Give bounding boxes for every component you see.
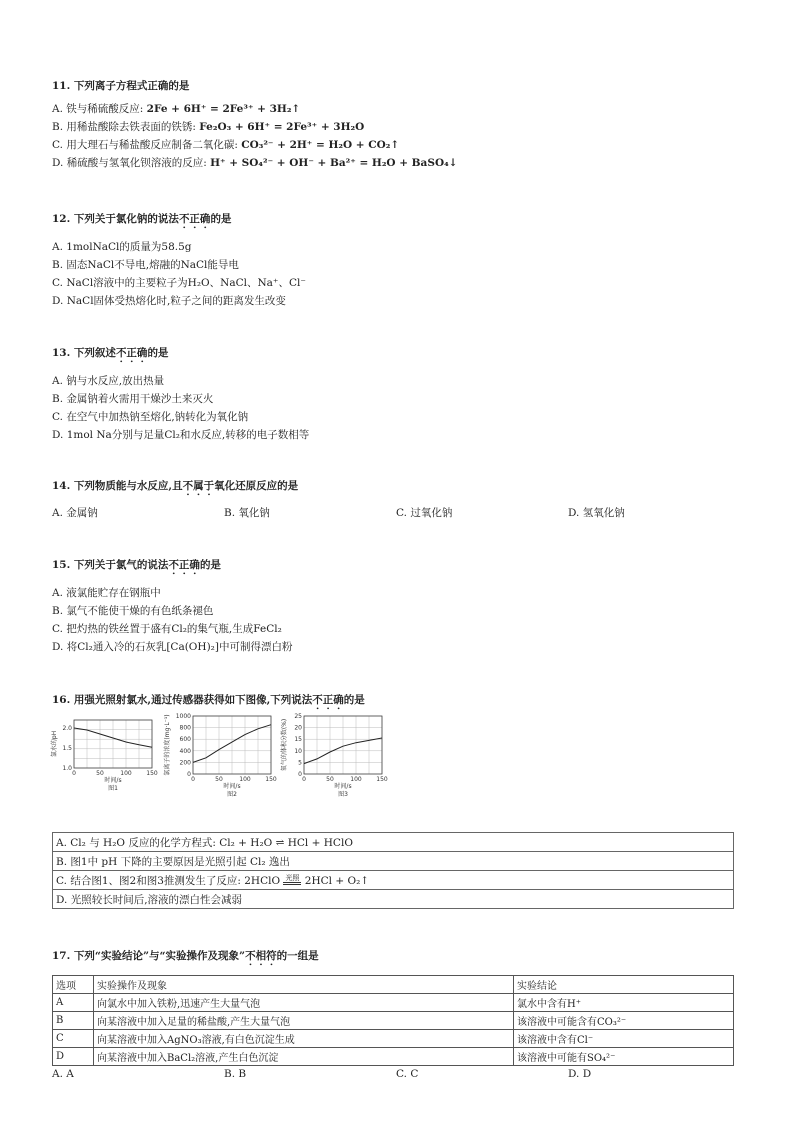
option-b[interactable]: B. 氧化钠 xyxy=(224,507,270,519)
option-text: B. 用稀盐酸除去铁表面的铁锈: xyxy=(52,121,196,133)
option-d[interactable]: D. 将Cl₂通入冷的石灰乳[Ca(OH)₂]中可制得漂白粉 xyxy=(52,641,293,653)
question-14 xyxy=(52,478,742,523)
x-axis-label: 时间/s xyxy=(223,783,241,790)
y-tick-label: 15 xyxy=(294,736,302,744)
emphasis-text: 不正确 xyxy=(178,213,211,225)
option-b[interactable]: B. 金属钠着火需用干燥沙土来灭火 xyxy=(52,393,214,405)
option-a[interactable]: A. 1molNaCl的质量为58.5g xyxy=(52,241,192,253)
option-c[interactable]: C. C xyxy=(396,1068,419,1080)
question-17 xyxy=(52,948,742,1082)
y-tick-label: 600 xyxy=(179,736,191,744)
title-text: 的是 xyxy=(210,213,232,225)
header-cell: 选项 xyxy=(53,976,94,994)
option-a[interactable]: A. 液氯能贮存在钢瓶中 xyxy=(52,587,161,599)
experiment-table xyxy=(52,975,734,1066)
equation: CO₃²⁻ + 2H⁺ = H₂O + CO₂↑ xyxy=(241,139,400,151)
question-15 xyxy=(52,557,742,656)
option-c[interactable]: C. NaCl溶液中的主要粒子为H₂O、NaCl、Na⁺、Cl⁻ xyxy=(52,277,306,289)
title-text: 13. 下列叙述 xyxy=(52,347,116,359)
y-tick-label: 1000 xyxy=(175,713,191,720)
option-b[interactable]: B. 氯气不能使干燥的有色纸条褪色 xyxy=(52,605,214,617)
title-text: 的是 xyxy=(343,694,365,706)
chart-title: 图1 xyxy=(108,785,118,792)
x-tick-label: 100 xyxy=(120,770,132,777)
option-c[interactable]: C. 把灼热的铁丝置于盛有Cl₂的集气瓶,生成FeCl₂ xyxy=(52,623,282,635)
option-text: C. 用大理石与稀盐酸反应制备二氧化碳: xyxy=(52,139,238,151)
option-d[interactable]: D. NaCl固体受热熔化时,粒子之间的距离发生改变 xyxy=(52,295,286,307)
table-cell: 该溶液中含有Cl⁻ xyxy=(514,1030,734,1048)
table-row xyxy=(53,994,734,1012)
y-tick-label: 400 xyxy=(179,747,191,755)
y-tick-label: 2.0 xyxy=(62,725,72,732)
title-text: 的一组是 xyxy=(276,950,319,962)
question-title xyxy=(52,557,742,577)
option-b[interactable]: B. 固态NaCl不导电,熔融的NaCl能导电 xyxy=(52,259,239,271)
x-tick-label: 150 xyxy=(265,776,277,783)
title-text: 12. 下列关于氯化钠的说法 xyxy=(52,213,179,225)
option-text: C. 结合图1、图2和图3推测发生了反应: 2HClO xyxy=(56,874,284,887)
y-tick-label: 25 xyxy=(294,713,302,720)
emphasis-text: 不相符 xyxy=(245,950,277,962)
y-tick-label: 0 xyxy=(298,771,302,778)
title-text: 17. 下列“实验结论”与“实验操作及现象” xyxy=(52,950,246,962)
y-axis-label: 氧气的体积分数(%) xyxy=(281,718,288,772)
table-cell: 向某溶液中加入足量的稀盐酸,产生大量气泡 xyxy=(94,1012,514,1030)
option-b[interactable]: B. 图1中 pH 下降的主要原因是光照引起 Cl₂ 逸出 xyxy=(53,852,734,871)
x-axis-label: 时间/s xyxy=(334,783,352,790)
y-axis-label: 氯离子的浓度(mg·L⁻¹) xyxy=(164,714,171,776)
x-tick-label: 50 xyxy=(96,770,104,777)
table-row xyxy=(53,1048,734,1066)
table-row xyxy=(53,1012,734,1030)
chart-title: 图3 xyxy=(338,791,348,798)
question-16-options xyxy=(52,832,742,909)
options-table xyxy=(52,832,734,909)
equation: 2Fe + 6H⁺ = 2Fe³⁺ + 3H₂↑ xyxy=(146,103,301,115)
option-text: 2HCl + O₂↑ xyxy=(301,874,370,887)
x-tick-label: 50 xyxy=(326,776,334,783)
y-axis-label: 氯水的pH xyxy=(51,730,58,758)
question-title xyxy=(52,692,742,712)
option-text: D. 稀硫酸与氢氧化钡溶液的反应: xyxy=(52,157,207,169)
y-tick-label: 1.5 xyxy=(62,745,72,752)
y-tick-label: 200 xyxy=(179,759,191,767)
x-axis-label: 时间/s xyxy=(104,777,122,784)
x-tick-label: 0 xyxy=(302,776,306,783)
title-text: 15. 下列关于氯气的说法 xyxy=(52,559,169,571)
x-tick-label: 150 xyxy=(146,770,158,777)
emphasis-text: 不正确 xyxy=(115,347,148,359)
question-title xyxy=(52,211,742,231)
table-cell: 向氯水中加入铁粉,迅速产生大量气泡 xyxy=(94,994,514,1012)
table-cell: D xyxy=(53,1048,94,1066)
table-cell: 该溶液中可能含有CO₃²⁻ xyxy=(514,1012,734,1030)
option-b[interactable] xyxy=(52,118,742,136)
option-a[interactable]: A. A xyxy=(52,1068,74,1080)
title-text: 的是 xyxy=(147,347,169,359)
header-cell: 实验操作及现象 xyxy=(94,976,514,994)
question-11 xyxy=(52,78,742,172)
title-text: 氧化还原反应的是 xyxy=(214,480,299,492)
emphasis-text: 不属于 xyxy=(182,480,215,492)
question-13 xyxy=(52,345,742,444)
option-c[interactable]: C. 过氧化钠 xyxy=(396,507,453,519)
x-tick-label: 0 xyxy=(72,770,76,777)
table-cell: A xyxy=(53,994,94,1012)
question-title xyxy=(52,948,742,968)
chart-chloride xyxy=(165,710,280,802)
equation: Fe₂O₃ + 6H⁺ = 2Fe³⁺ + 3H₂O xyxy=(199,121,365,133)
option-d[interactable]: D. D xyxy=(568,1068,592,1080)
title-text: 16. 用强光照射氯水,通过传感器获得如下图像,下列说法 xyxy=(52,694,313,706)
question-12 xyxy=(52,211,742,310)
option-b[interactable]: B. B xyxy=(224,1068,247,1080)
chart-ph xyxy=(52,712,162,802)
x-tick-label: 0 xyxy=(191,776,195,783)
header-cell: 实验结论 xyxy=(514,976,734,994)
option-d[interactable]: D. 光照较长时间后,溶液的漂白性会减弱 xyxy=(53,890,734,909)
option-c[interactable]: C. 在空气中加热钠至熔化,钠转化为氧化钠 xyxy=(52,411,249,423)
table-cell: C xyxy=(53,1030,94,1048)
equation: H⁺ + SO₄²⁻ + OH⁻ + Ba²⁺ = H₂O + BaSO₄↓ xyxy=(210,157,458,169)
title-text: 的是 xyxy=(199,559,221,571)
option-d[interactable]: D. 1mol Na分别与足量Cl₂和水反应,转移的电子数相等 xyxy=(52,429,310,441)
x-tick-label: 50 xyxy=(215,776,223,783)
x-tick-label: 100 xyxy=(239,776,251,783)
table-header-row xyxy=(53,976,734,994)
option-c[interactable] xyxy=(53,871,734,890)
chart-oxygen xyxy=(282,710,392,802)
table-cell: 向某溶液中加入BaCl₂溶液,产生白色沉淀 xyxy=(94,1048,514,1066)
table-row xyxy=(53,1030,734,1048)
option-d[interactable]: D. 氢氧化钠 xyxy=(568,507,625,519)
option-a[interactable] xyxy=(52,100,742,118)
option-a[interactable]: A. 钠与水反应,放出热量 xyxy=(52,375,165,387)
title-text: 14. 下列物质能与水反应,且 xyxy=(52,480,183,492)
options-row xyxy=(52,505,742,523)
y-tick-label: 10 xyxy=(294,747,302,755)
y-tick-label: 1.0 xyxy=(62,765,72,772)
table-cell: 向某溶液中加入AgNO₃溶液,有白色沉淀生成 xyxy=(94,1030,514,1048)
y-tick-label: 800 xyxy=(179,724,191,732)
table-cell: B xyxy=(53,1012,94,1030)
x-tick-label: 150 xyxy=(376,776,388,783)
y-tick-label: 20 xyxy=(294,724,302,732)
option-a[interactable]: A. Cl₂ 与 H₂O 反应的化学方程式: Cl₂ + H₂O ⇌ HCl + HClO xyxy=(53,833,734,852)
question-title: 11. 下列离子方程式正确的是 xyxy=(52,80,190,92)
option-c[interactable] xyxy=(52,136,742,154)
table-cell: 氯水中含有H⁺ xyxy=(514,994,734,1012)
y-tick-label: 5 xyxy=(298,759,302,767)
emphasis-text: 不正确 xyxy=(168,559,200,571)
question-title xyxy=(52,345,742,365)
reaction-condition: 光照 xyxy=(283,874,301,885)
option-text: A. 铁与稀硫酸反应: xyxy=(52,103,144,115)
question-title xyxy=(52,478,742,498)
table-cell: 该溶液中可能有SO₄²⁻ xyxy=(514,1048,734,1066)
option-a[interactable]: A. 金属钠 xyxy=(52,507,98,519)
x-tick-label: 100 xyxy=(350,776,362,783)
option-d[interactable] xyxy=(52,154,742,172)
emphasis-text: 不正确 xyxy=(312,694,344,706)
options-row xyxy=(52,1066,742,1082)
y-tick-label: 0 xyxy=(187,771,191,778)
chart-title: 图2 xyxy=(227,791,237,798)
